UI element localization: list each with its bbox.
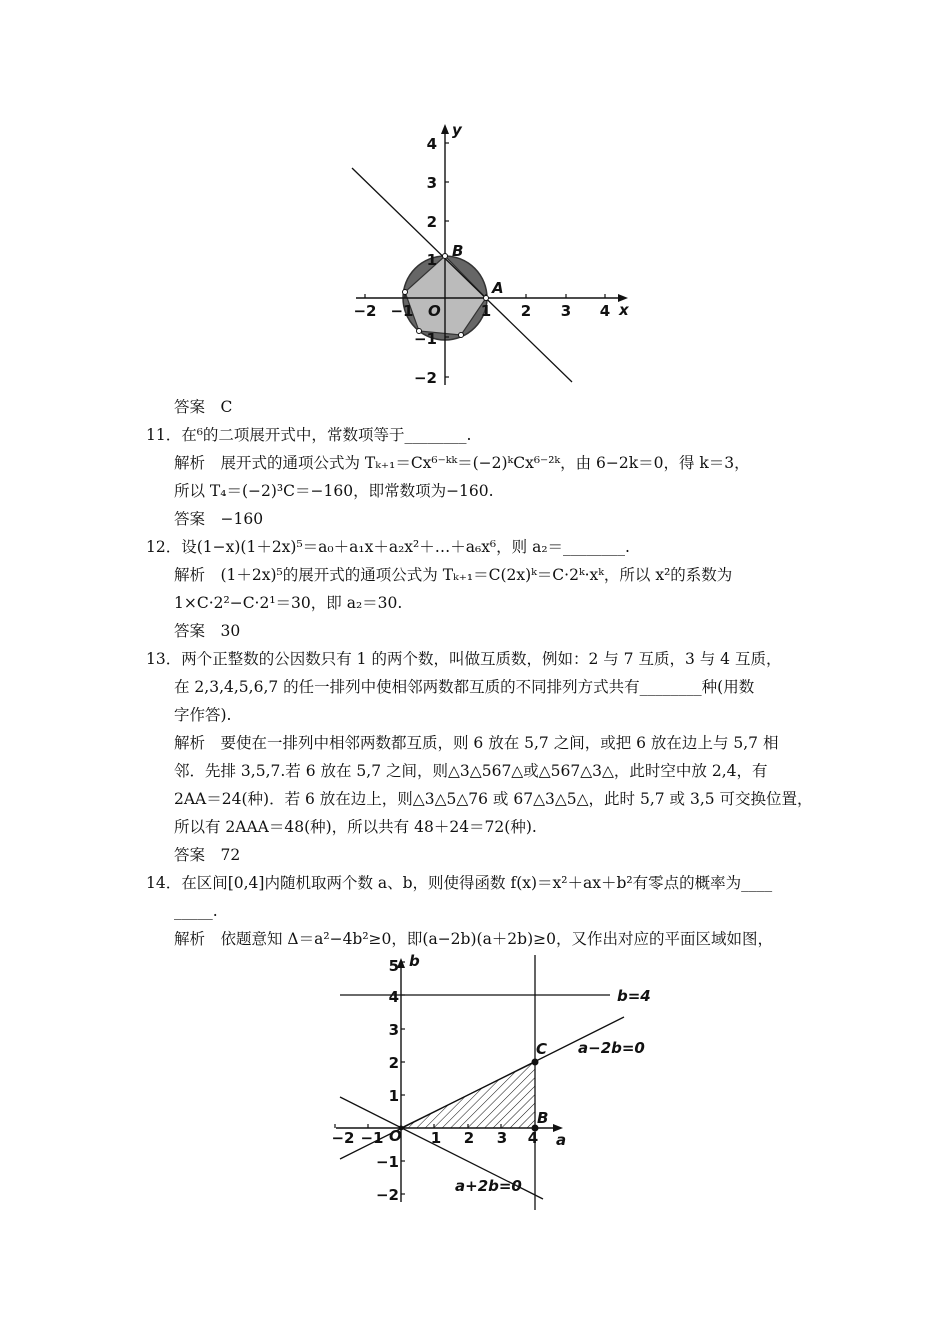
x-tick: 2 bbox=[463, 1129, 475, 1147]
tangent-line bbox=[352, 168, 572, 382]
y-tick: −2 bbox=[375, 1186, 399, 1204]
y-tick: 1 bbox=[426, 251, 437, 269]
point-b-label: B bbox=[452, 242, 464, 260]
y-tick: 3 bbox=[388, 1021, 399, 1039]
y-axis-label: b bbox=[409, 952, 420, 970]
label-line1: a−2b=0 bbox=[578, 1039, 645, 1057]
question-13-line1: 13．两个正整数的公因数只有 1 的两个数，叫做互质数，例如：2 与 7 互质，3 与 4 互质， bbox=[146, 650, 782, 668]
x-tick: 3 bbox=[560, 302, 572, 320]
y-tick: 3 bbox=[426, 174, 437, 192]
question-13-line3: 字作答). bbox=[174, 706, 232, 724]
solution-11-line1: 解析 展开式的通项公式为 Tₖ₊₁＝Cx⁶⁻ᵏᵏ＝(−2)ᵏCx⁶⁻²ᵏ，由 6−2k＝0，得 k＝3， bbox=[174, 454, 750, 472]
answer-12: 答案 30 bbox=[174, 622, 241, 640]
solution-11-line2: 所以 T₄＝(−2)³C＝−160，即常数项为−160. bbox=[174, 482, 494, 500]
label-line2: a+2b=0 bbox=[455, 1177, 522, 1195]
y-tick: −2 bbox=[413, 369, 437, 387]
point-b-label: B bbox=[537, 1109, 549, 1127]
solution-12-line2: 1×C·2²−C·2¹＝30，即 a₂＝30. bbox=[174, 594, 403, 612]
label-b4: b=4 bbox=[617, 987, 651, 1005]
origin-label: O bbox=[428, 302, 441, 320]
question-14-line1: 14．在区间[0,4]内随机取两个数 a、b，则使得函数 f(x)＝x²＋ax＋b²有零点的概率为____ bbox=[146, 874, 773, 892]
figure-region bbox=[330, 950, 660, 1210]
x-tick: −1 bbox=[390, 302, 414, 320]
question-11: 11．在⁶的二项展开式中，常数项等于________. bbox=[146, 426, 472, 444]
solution-13-line3: 2AA＝24(种)．若 6 放在边上，则△3△5△76 或 67△3△5△，此时 5,7 或 3,5 可交换位置， bbox=[174, 790, 813, 808]
solution-14-line1: 解析 依题意知 Δ＝a²−4b²≥0，即(a−2b)(a＋2b)≥0，又作出对应的平面区域如图， bbox=[174, 930, 773, 948]
y-axis-label: y bbox=[452, 121, 462, 139]
solution-13-line1: 解析 要使在一排列中相邻两数都互质，则 6 放在 5,7 之间，或把 6 放在边上与 5,7 相 bbox=[174, 734, 779, 752]
y-tick: 5 bbox=[388, 957, 399, 975]
x-tick: −2 bbox=[331, 1129, 355, 1147]
y-tick: 2 bbox=[388, 1054, 399, 1072]
x-tick: −1 bbox=[360, 1129, 384, 1147]
solution-13-line4: 所以有 2AAA＝48(种)，所以共有 48＋24＝72(种). bbox=[174, 818, 537, 836]
x-tick: 3 bbox=[496, 1129, 508, 1147]
x-tick: 1 bbox=[430, 1129, 442, 1147]
question-14-line2: _____. bbox=[174, 902, 218, 920]
x-tick: 4 bbox=[527, 1129, 539, 1147]
point-c-label: C bbox=[536, 1040, 548, 1058]
point-a-label: A bbox=[492, 279, 504, 297]
y-tick: 4 bbox=[388, 988, 399, 1006]
figure-unit-circle bbox=[340, 120, 640, 390]
x-tick: 4 bbox=[599, 302, 611, 320]
y-tick: 1 bbox=[388, 1087, 399, 1105]
answer-11: 答案 −160 bbox=[174, 510, 264, 528]
x-tick: 2 bbox=[520, 302, 532, 320]
x-axis-label: x bbox=[619, 301, 629, 319]
y-tick: −1 bbox=[375, 1153, 399, 1171]
y-tick: 2 bbox=[426, 213, 437, 231]
x-axis-label: a bbox=[556, 1131, 567, 1149]
x-tick: 1 bbox=[480, 302, 492, 320]
origin-label: O bbox=[389, 1127, 402, 1145]
y-tick: −1 bbox=[413, 330, 437, 348]
solution-13-line2: 邻．先排 3,5,7.若 6 放在 5,7 之间，则△3△567△或△567△3△，此时空中放 2,4，有 bbox=[174, 762, 768, 780]
y-tick: 4 bbox=[426, 135, 437, 153]
answer-10: 答案 C bbox=[174, 398, 233, 416]
answer-13: 答案 72 bbox=[174, 846, 241, 864]
solution-12-line1: 解析 (1＋2x)⁵的展开式的通项公式为 Tₖ₊₁＝C(2x)ᵏ＝C·2ᵏ·xᵏ，所以 x²的系数为 bbox=[174, 566, 733, 584]
question-13-line2: 在 2,3,4,5,6,7 的任一排列中使相邻两数都互质的不同排列方式共有________种(用数 bbox=[174, 678, 755, 696]
question-12: 12．设(1−x)(1＋2x)⁵＝a₀＋a₁x＋a₂x²＋…＋a₆x⁶，则 a₂＝________. bbox=[146, 538, 630, 556]
x-tick: −2 bbox=[353, 302, 377, 320]
